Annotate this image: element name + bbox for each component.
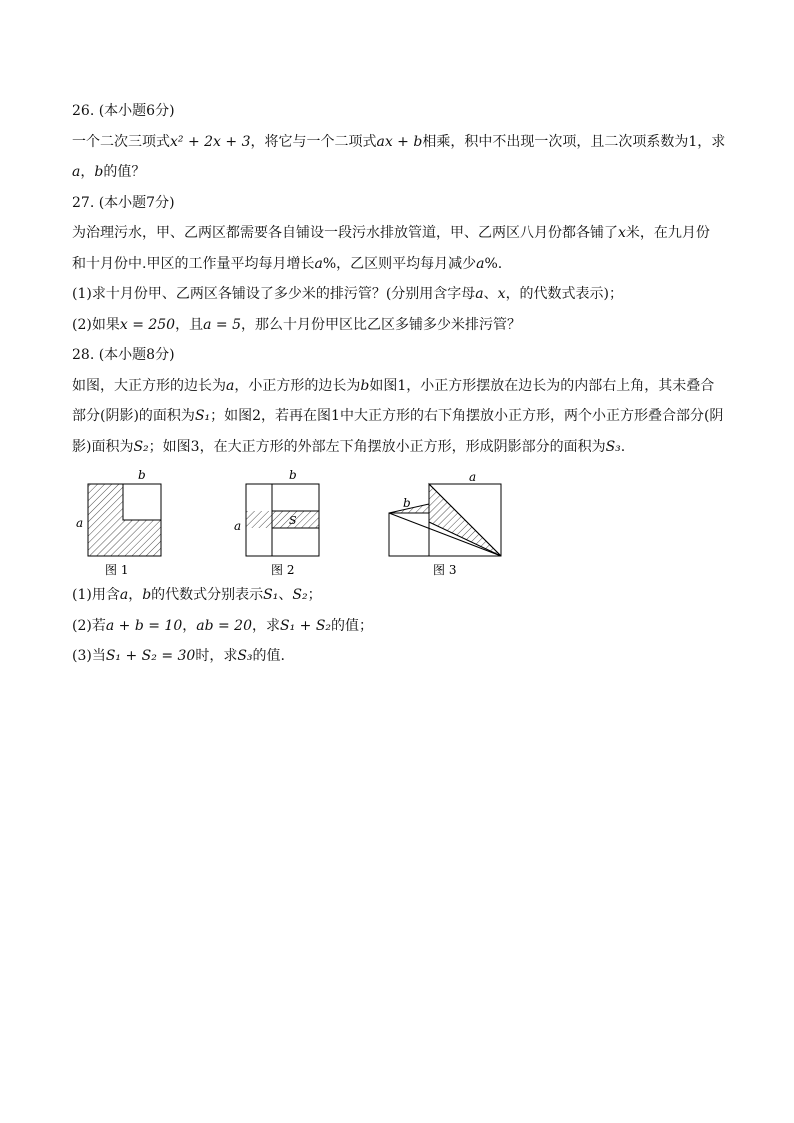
q27-line-2: 和十月份中.甲区的工作量平均每月增长a%，乙区则平均每月减少a%. bbox=[72, 255, 503, 272]
fig3-small-square bbox=[389, 513, 429, 556]
q28-line-2: 部分(阴影)的面积为S₁；如图2，若再在图1中大正方形的右下角摆放小正方形，两个小正方形叠合部分(阴 bbox=[72, 408, 724, 424]
figure-2 bbox=[234, 468, 319, 577]
q27-part-1: (1)求十月份甲、乙两区各铺设了多少米的排污管？(分别用含字母a、x，的代数式表示)； bbox=[72, 286, 624, 302]
q26-expression-2: ax + b bbox=[376, 133, 423, 150]
exam-page bbox=[72, 101, 727, 677]
q28-part-1: (1)用含a，b的代数式分别表示S₁、S₂； bbox=[72, 587, 322, 603]
figure-1 bbox=[76, 468, 161, 577]
q28-line-1: 如图，大正方形的边长为a，小正方形的边长为b如图1，小正方形摆放在边长为的内部右上角，其未叠合 bbox=[72, 377, 715, 394]
q28-part-3: (3)当S₁ + S₂ = 30时，求S₃的值. bbox=[72, 648, 285, 664]
q26-line-2: a，b的值？ bbox=[72, 164, 146, 180]
fig1-label-a: a bbox=[76, 516, 84, 530]
fig2-caption: 图 2 bbox=[271, 563, 295, 577]
q28-figures bbox=[72, 467, 727, 577]
figures-svg bbox=[72, 467, 532, 577]
fig1-label-b: b bbox=[138, 468, 146, 482]
fig3-label-a: a bbox=[469, 470, 477, 484]
fig2-overlap-region bbox=[246, 511, 319, 528]
q27-part-2: (2)如果x = 250，且a = 5，那么十月份甲区比乙区多铺多少米排污管？ bbox=[72, 316, 521, 333]
q26-line-1: 一个二次三项式x² + 2x + 3，将它与一个二项式ax + b相乘，积中不出现一次项，且二次项系数为1，求 bbox=[72, 133, 726, 150]
q26-heading: 26. (本小题6分) bbox=[72, 103, 175, 119]
fig1-caption: 图 1 bbox=[105, 563, 129, 577]
fig2-label-a: a bbox=[234, 519, 242, 533]
q27-heading: 27. (本小题7分) bbox=[72, 194, 175, 211]
fig1-small-square bbox=[123, 484, 161, 520]
q28-line-3: 影)面积为S₂；如图3，在大正方形的外部左下角摆放小正方形，形成阴影部分的面积为S₃. bbox=[72, 438, 626, 455]
fig2-label-b: b bbox=[289, 468, 297, 482]
q28-heading: 28. (本小题8分) bbox=[72, 347, 175, 363]
q27-line-1: 为治理污水，甲、乙两区都需要各自铺设一段污水排放管道，甲、乙两区八月份都各铺了x米，在九月份 bbox=[72, 225, 710, 241]
fig3-caption: 图 3 bbox=[433, 563, 457, 577]
q28-part-2: (2)若a + b = 10，ab = 20，求S₁ + S₂的值； bbox=[72, 617, 374, 634]
fig2-label-s: S bbox=[289, 514, 297, 527]
q26-expression-1: x² + 2x + 3 bbox=[170, 133, 251, 150]
fig3-label-b: b bbox=[403, 496, 411, 510]
figure-3 bbox=[389, 470, 501, 577]
